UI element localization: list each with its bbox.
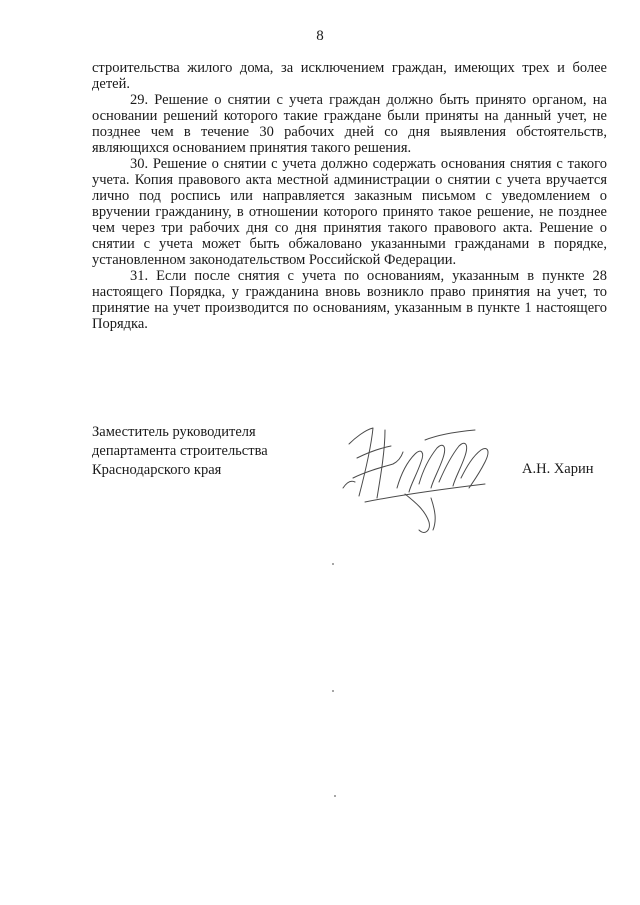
scan-speck <box>334 795 336 797</box>
page-number: 8 <box>316 28 324 44</box>
document-body <box>92 60 607 332</box>
signer-position-line: Заместитель руководителя <box>92 424 256 440</box>
signer-name: А.Н. Харин <box>522 461 594 477</box>
signer-position-line: департамента строительства <box>92 443 268 459</box>
signer-position-line: Краснодарского края <box>92 462 222 478</box>
paragraph-31: 31. Если после снятия с учета по основаниям, указанным в пункте 28 настоящего Порядка, у гражданина вновь возникло право принятия на учет, то принятие на учет производится по основаниям, указанным в пункте 1 настоящего Порядка. <box>92 268 607 332</box>
handwritten-signature <box>335 418 500 548</box>
paragraph-continuation: строительства жилого дома, за исключением граждан, имеющих трех и более детей. <box>92 60 607 92</box>
paragraph-29: 29. Решение о снятии с учета граждан должно быть принято органом, на основании решений которого такие граждане были приняты на данный учет, не позднее чем в течение 30 рабочих дней со дня выявления обстоятельств, являющихся основанием принятия такого решения. <box>92 92 607 156</box>
signer-position <box>92 423 352 480</box>
scan-speck <box>332 563 334 565</box>
paragraph-30: 30. Решение о снятии с учета должно содержать основания снятия с такого учета. Копия правового акта местной администрации о снятии с учета вручается лично под роспись или направляется заказным письмом с уведомлением о вручении гражданину, в отношении которого принято такое решение, не позднее чем через три рабочих дня со дня принятия такого правового акта. Решение о снятии с учета может быть обжаловано указанными гражданами в порядке, установленном законодательством Российской Федерации. <box>92 156 607 268</box>
scan-speck <box>332 690 334 692</box>
